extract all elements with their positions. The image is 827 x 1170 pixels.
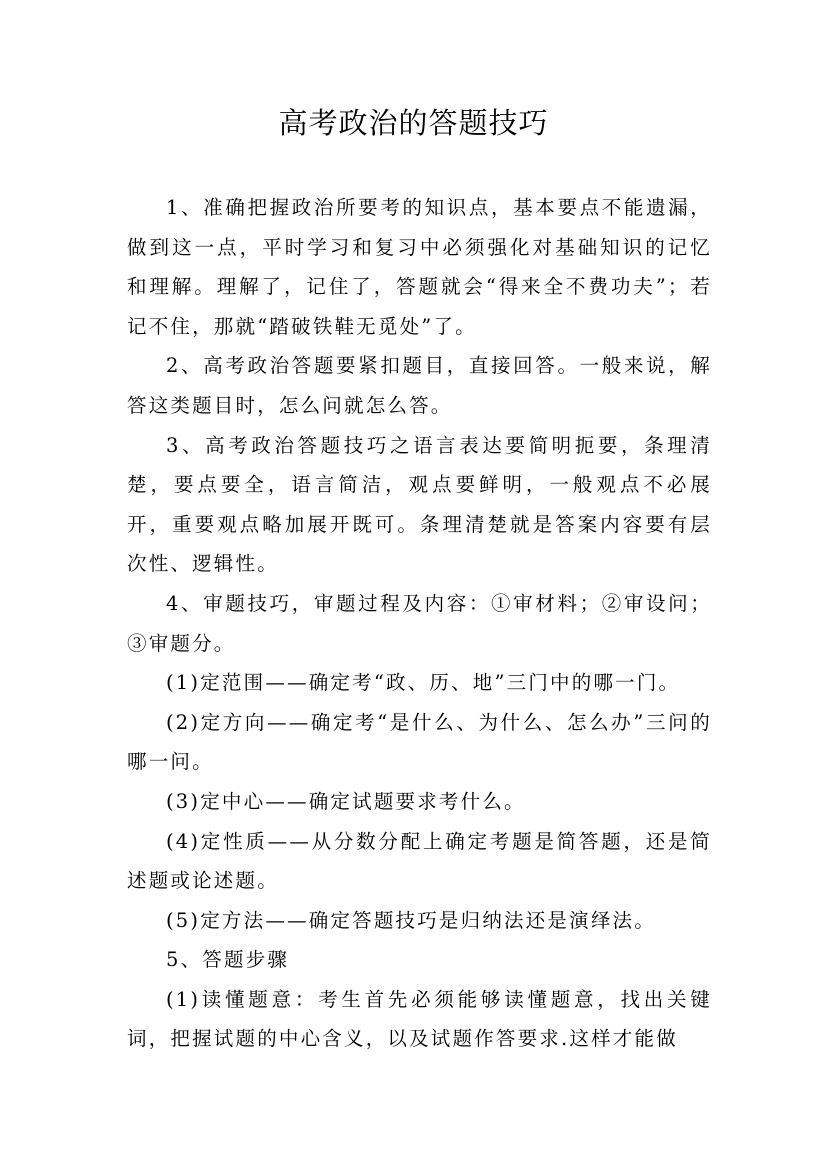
paragraph-7: (3)定中心——确定试题要求考什么。 [166, 789, 526, 813]
paragraph-8: (4)定性质——从分数分配上确定考题是简答题，还是简述题或论述题。 [127, 829, 712, 893]
paragraph-5: (1)定范围——确定考“政、历、地”三门中的哪一门。 [166, 671, 681, 695]
paragraph-10: 5、答题步骤 [166, 948, 290, 972]
paragraph-4: 4、审题技巧，审题过程及内容：①审材料；②审设问；③审题分。 [127, 591, 712, 655]
paragraph-6: (2)定方向——确定考“是什么、为什么、怎么办”三问的哪一问。 [127, 710, 712, 774]
paragraph-2: 2、高考政治答题要紧扣题目，直接回答。一般来说，解答这类题目时，怎么问就怎么答。 [127, 354, 712, 417]
paragraph-11: (1)读懂题意：考生首先必须能够读懂题意，找出关键词，把握试题的中心含义，以及试题作答要求.这样才能做 [127, 987, 712, 1051]
document-body [127, 188, 712, 1059]
document-title: 高考政治的答题技巧 [278, 106, 549, 140]
paragraph-9: (5)定方法——确定答题技巧是归纳法还是演绎法。 [166, 908, 656, 932]
paragraph-3: 3、高考政治答题技巧之语言表达要简明扼要，条理清楚，要点要全，语言简洁，观点要鲜明，一般观点不必展开，重要观点略加展开既可。条理清楚就是答案内容要有层次性、逻辑性。 [127, 433, 712, 576]
paragraph-1: 1、准确把握政治所要考的知识点，基本要点不能遗漏，做到这一点，平时学习和复习中必须强化对基础知识的记忆和理解。理解了，记住了，答题就会“得来全不费功夫”；若记不住，那就“踏破铁鞋无觅处”了。 [127, 196, 712, 338]
